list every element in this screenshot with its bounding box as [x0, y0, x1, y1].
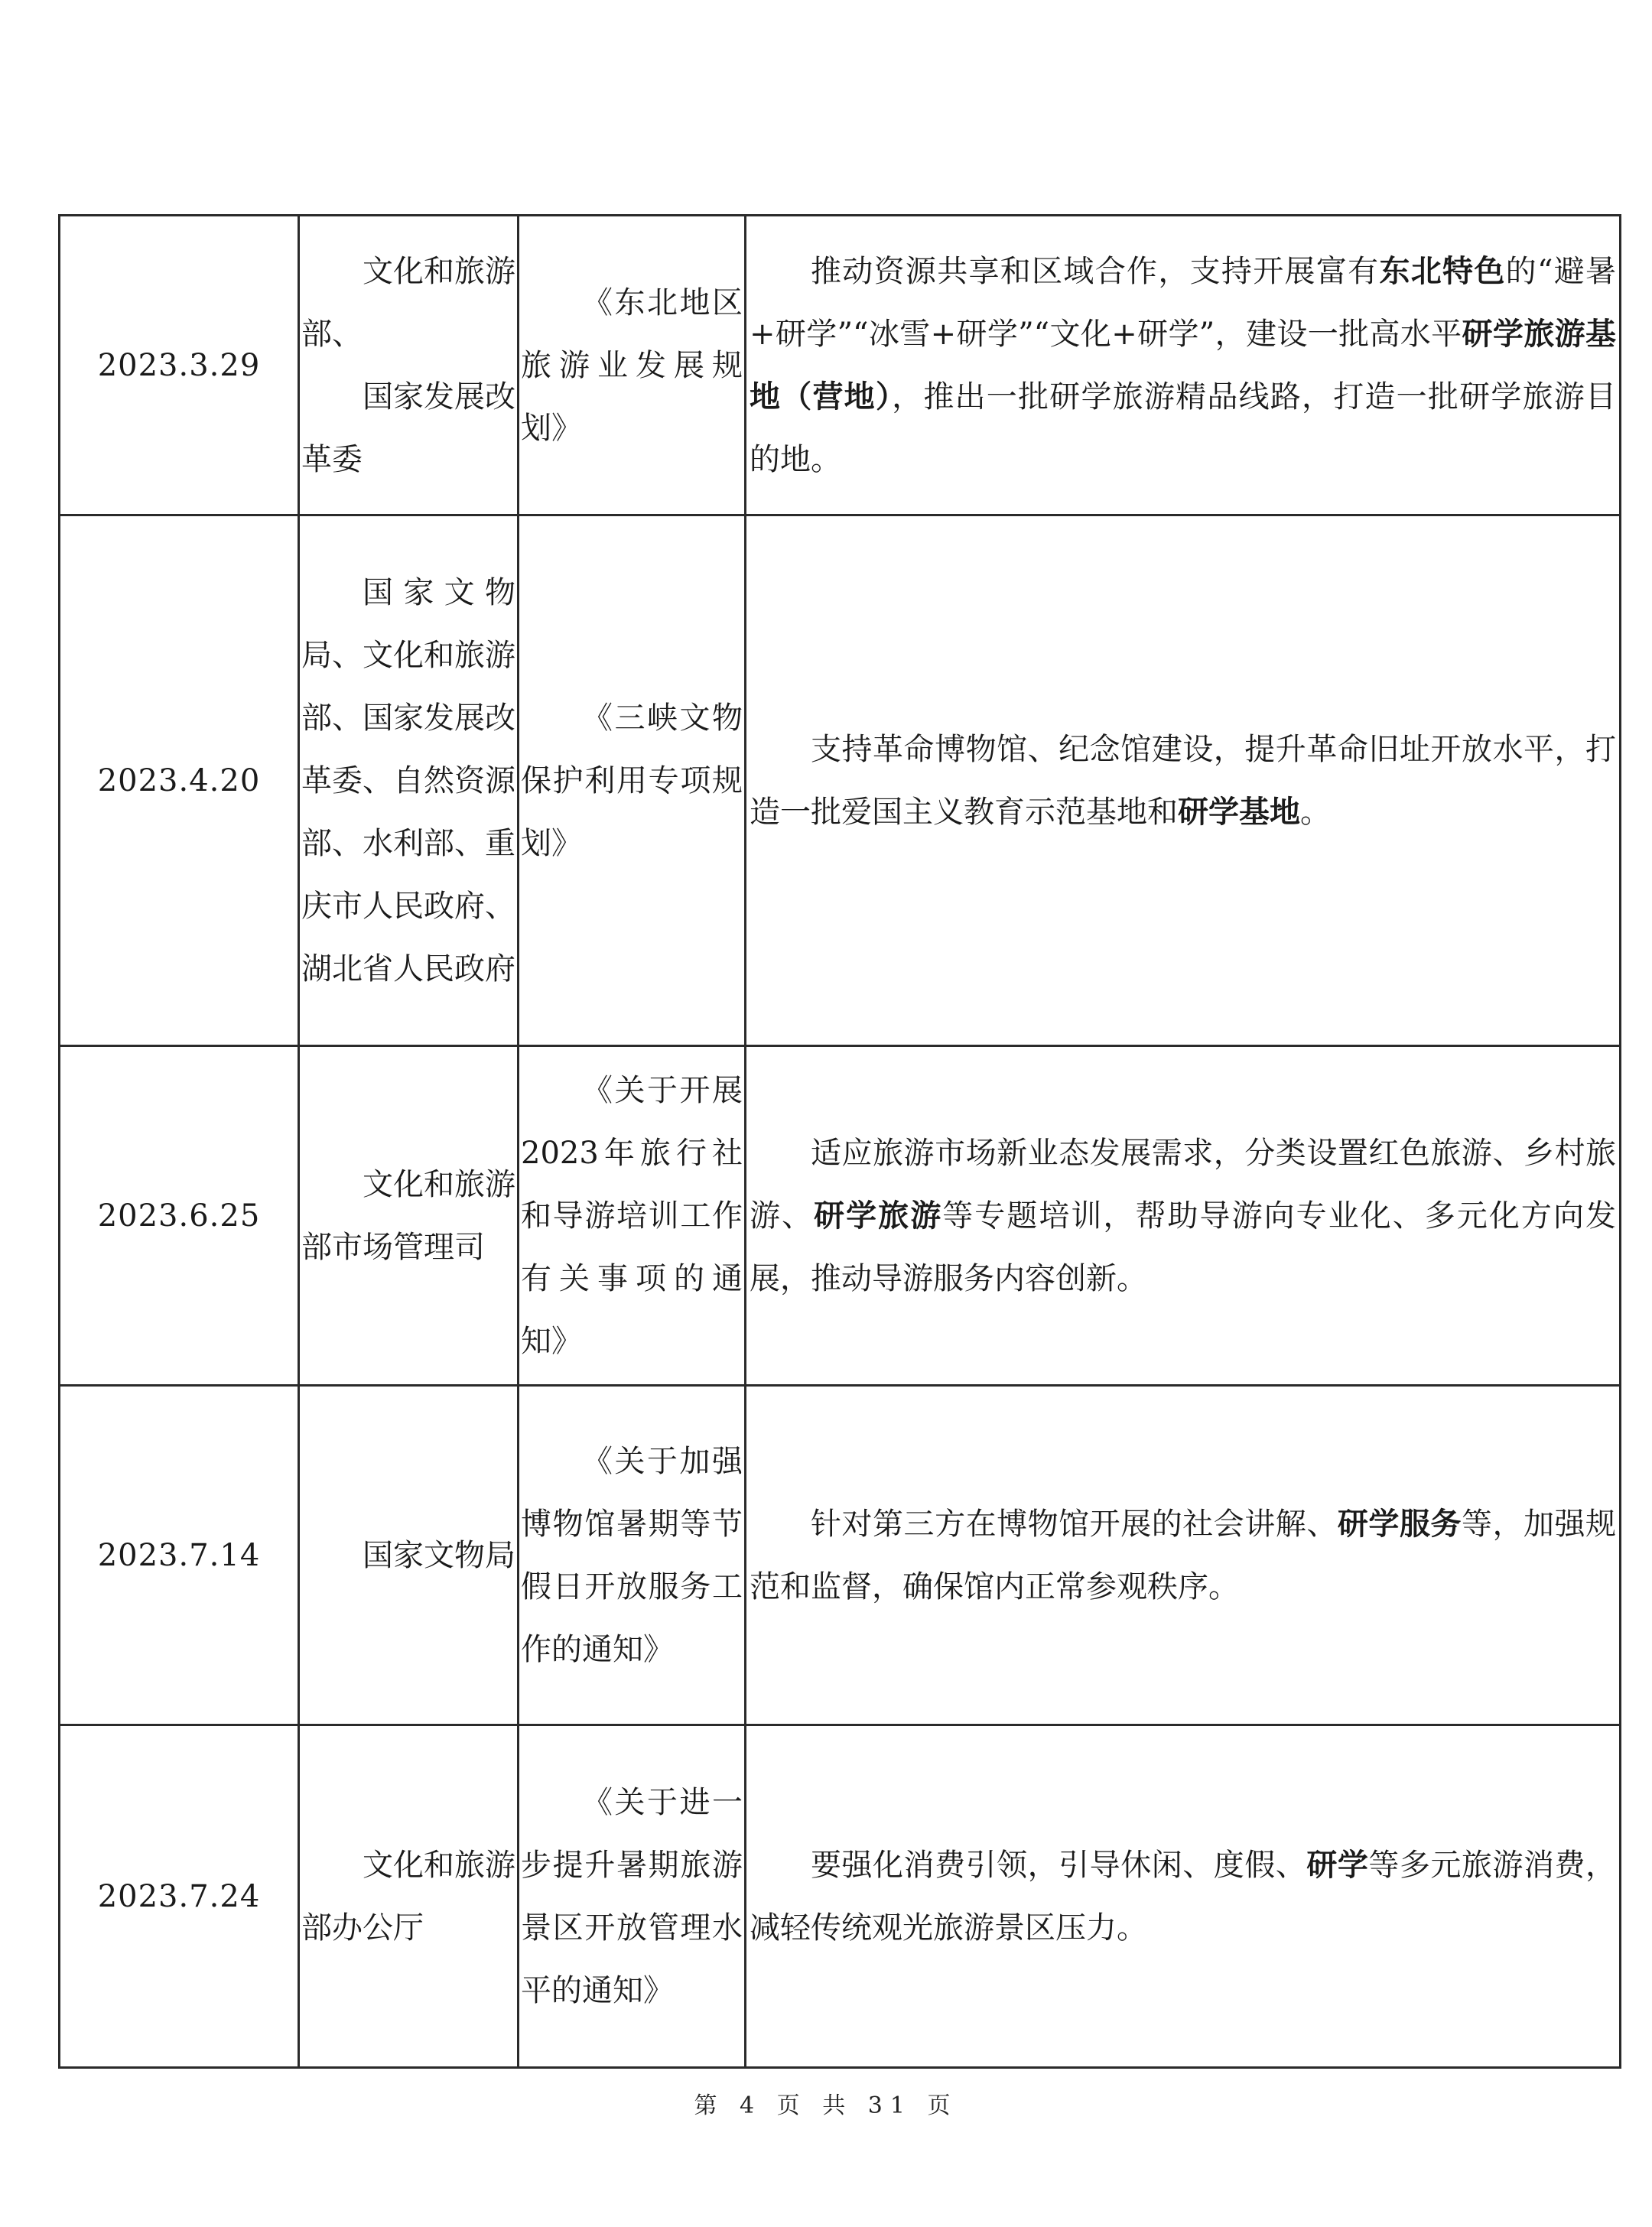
content-segment: 针对第三方在博物馆开展的社会讲解、 [811, 1506, 1338, 1542]
date-cell: 2023.6.25 [60, 1046, 299, 1386]
content-segment: 推动资源共享和区域合作，支持开展富有 [811, 253, 1380, 289]
table-row [60, 1725, 1621, 2068]
page-label-prefix: 第 [694, 2092, 725, 2119]
date-cell: 2023.4.20 [60, 515, 299, 1046]
page-label-suffix: 页 [927, 2092, 958, 2119]
content-segment: 等专题培训，帮助导游向专业化、多元化方向发展，推动导游服务内容创新。 [750, 1198, 1617, 1296]
policy-table [58, 214, 1621, 2069]
content-highlight: 东北特色 [1379, 253, 1506, 289]
department-line: 国家发展改革委 [301, 379, 515, 477]
content-highlight: 研学基地 [1178, 794, 1300, 830]
document-cell [519, 515, 746, 1046]
date-cell: 2023.3.29 [60, 216, 299, 515]
content-segment: 要强化消费引领，引导休闲、度假、 [811, 1847, 1307, 1883]
document-cell [519, 1725, 746, 2068]
content-cell [746, 216, 1621, 515]
date-cell: 2023.7.24 [60, 1725, 299, 2068]
document-title: 《关于进一步提升暑期旅游景区开放管理水平的通知》 [521, 1784, 743, 2008]
department-cell [299, 1046, 519, 1386]
content-segment: 。 [1300, 794, 1331, 830]
department-line: 文化和旅游部市场管理司 [301, 1166, 515, 1265]
department-cell [299, 515, 519, 1046]
content-segment: 支持革命博物馆、纪念馆建设，提升革命旧址开放水平，打造一批爱国主义教育示范基地和 [750, 731, 1616, 830]
department-cell [299, 216, 519, 515]
content-highlight: 研学旅游 [814, 1198, 943, 1234]
page-number: 4 [740, 2092, 763, 2119]
department-cell [299, 1725, 519, 2068]
department-line: 国家文物局 [363, 1537, 515, 1573]
department-line: 文化和旅游部、 [301, 253, 515, 352]
content-cell [746, 1725, 1621, 2068]
page-label-mid: 页 共 [776, 2092, 854, 2119]
content-text [750, 1122, 1616, 1310]
content-highlight: 研学服务 [1337, 1506, 1462, 1542]
table-row [60, 515, 1621, 1046]
department-cell [299, 1386, 519, 1725]
table-row [60, 216, 1621, 515]
content-segment: 等，加强规范和监督，确保馆内正常参观秩序。 [750, 1506, 1617, 1604]
content-text [750, 718, 1616, 844]
content-text [750, 240, 1616, 491]
content-segment: 等多元旅游消费，减轻传统观光旅游景区压力。 [750, 1847, 1617, 1946]
table-row [60, 1386, 1621, 1725]
date-cell: 2023.7.14 [60, 1386, 299, 1725]
content-text [750, 1834, 1616, 1959]
document-title: 《关于开展2023年旅行社和导游培训工作有关事项的通知》 [521, 1072, 743, 1359]
content-cell [746, 515, 1621, 1046]
table-row [60, 1046, 1621, 1386]
document-title: 《关于加强博物馆暑期等节假日开放服务工作的通知》 [521, 1443, 743, 1667]
document-cell [519, 1046, 746, 1386]
department-line: 文化和旅游部办公厅 [301, 1847, 515, 1946]
total-pages: 31 [867, 2092, 912, 2119]
document-cell [519, 1386, 746, 1725]
document-title: 《东北地区旅游业发展规划》 [521, 284, 743, 446]
department-line: 国家文物局、文化和旅游部、国家发展改革委、自然资源部、水利部、重庆市人民政府、湖北省人民政府 [301, 574, 515, 987]
content-segment: ，推出一批研学旅游精品线路，打造一批研学旅游目的地。 [750, 379, 1617, 477]
content-cell [746, 1046, 1621, 1386]
content-segment: 适应旅游市场新业态发展需求，分类设置红色旅游、乡村旅游、 [750, 1135, 1616, 1234]
document-title: 《三峡文物保护利用专项规划》 [521, 700, 743, 861]
content-segment: 的“避暑+研学”“冰雪+研学”“文化+研学”，建设一批高水平 [750, 253, 1617, 352]
document-cell [519, 216, 746, 515]
content-text [750, 1493, 1616, 1618]
content-highlight: 研学 [1306, 1847, 1369, 1883]
content-cell [746, 1386, 1621, 1725]
content-highlight: 研学旅游基地（营地） [750, 316, 1617, 415]
page-footer [0, 2086, 1652, 2120]
